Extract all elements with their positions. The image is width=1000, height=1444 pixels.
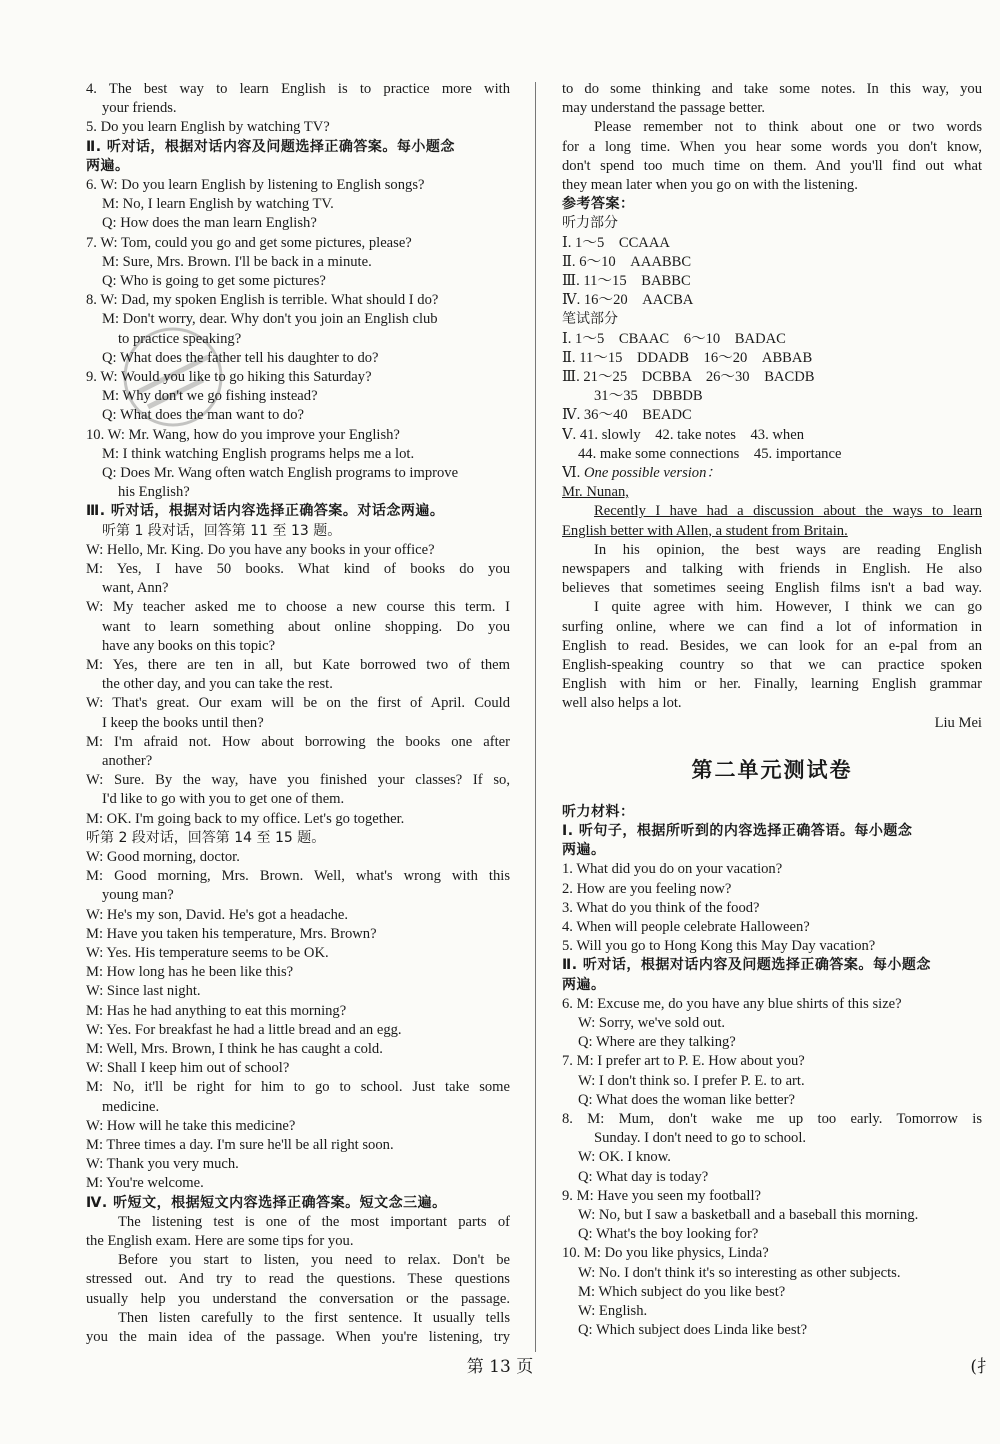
passage-line: usually help you understand the conversation or the passage. (86, 1290, 510, 1307)
dialogue-line: M: Well, Mrs. Brown, I think he has caught a cold. (86, 1041, 383, 1058)
dialogue-line: medicine. (102, 1098, 160, 1115)
section-heading: Ⅳ. 听短文，根据短文内容选择正确答案。短文念三遍。 (86, 1194, 447, 1211)
text-line: 4. The best way to learn English is to practice more with (86, 81, 510, 97)
dialogue-line: want to learn something about online shopping. Do you (102, 618, 510, 635)
instruction-line: 听第 2 段对话，回答第 14 至 15 题。 (86, 829, 326, 846)
dialogue-line: W: No. I don't think it's so interesting as other subjects. (578, 1264, 901, 1281)
dialogue-line: M: Good morning, Mrs. Brown. Well, what's wrong with this (86, 868, 510, 885)
dialogue-line: W: Good morning, doctor. (86, 849, 240, 865)
essay-line: believes that sometimes seeing English films isn't a bad way. (562, 580, 982, 597)
dialogue-line: 6. W: Do you learn English by listening to English songs? (86, 177, 425, 193)
dialogue-line: W: How will he take this medicine? (86, 1117, 296, 1134)
answer-line: Ⅲ. 21～25 DCBBA 26～30 BACDB (562, 368, 815, 385)
essay-line: English better with Allen, a student from Britain. (562, 522, 848, 539)
written-heading: 笔试部分 (562, 311, 618, 328)
dialogue-line: Q: Where are they talking? (578, 1034, 736, 1051)
dialogue-line: Q: Does Mr. Wang often watch English programs to improve (102, 465, 459, 482)
answer-line: Ⅰ. 1～5 CBAAC 6～10 BADAC (562, 330, 786, 347)
dialogue-line: Q: What does the father tell his daughter to do? (102, 349, 379, 366)
dialogue-line: W: Hello, Mr. King. Do you have any books in your office? (86, 541, 435, 558)
dialogue-line: to practice speaking? (118, 330, 242, 347)
answer-line: Ⅰ. 1～5 CCAAA (562, 234, 670, 251)
dialogue-line: Q: What does the man want to do? (102, 407, 304, 424)
answer-line: 31～35 DBBDB (594, 388, 703, 405)
page-number: 第 13 页 (466, 1357, 534, 1377)
dialogue-line: want, Ann? (102, 580, 169, 597)
dialogue-line: Q: What day is today? (578, 1168, 709, 1185)
section-heading: 两遍。 (562, 842, 606, 859)
answer-line: Ⅳ. 16～20 AACBA (562, 292, 694, 309)
essay-line: well also helps a lot. (562, 695, 682, 712)
dialogue-line: M: No, it'll be right for him to go to school. Just take some (86, 1079, 510, 1096)
passage-line: Please remember not to think about one or two words (594, 119, 982, 136)
passage-line: they mean later when you go on with the listening. (562, 176, 858, 193)
essay-line: English with him or her. Finally, learning English grammar (562, 676, 982, 693)
dialogue-line: Q: What's the boy looking for? (578, 1226, 759, 1243)
dialogue-line: 9. W: Would you like to go hiking this Saturday? (86, 369, 372, 386)
passage-line: The listening test is one of the most important parts of (118, 1213, 510, 1230)
dialogue-line: M: Sure, Mrs. Brown. I'll be back in a minute. (102, 253, 372, 270)
passage-line: to do some thinking and take some notes. In this way, you (562, 81, 982, 97)
dialogue-line: W: No, but I saw a basketball and a baseball this morning. (578, 1206, 919, 1223)
section-heading: 两遍。 (86, 157, 130, 174)
section-heading: Ⅱ. 听对话，根据对话内容及问题选择正确答案。每小题念 (86, 138, 455, 155)
dialogue-line: M: Why don't we go fishing instead? (102, 388, 318, 405)
unit-title: 第二单元测试卷 (691, 757, 853, 782)
answer-line: Ⅱ. 6～10 AAABBC (562, 253, 692, 270)
passage-line: for a long time. When you hear some words you don't know, (562, 138, 982, 155)
version-prefix: Ⅵ. (562, 465, 584, 481)
dialogue-line: 6. M: Excuse me, do you have any blue shirts of this size? (562, 995, 902, 1012)
dialogue-line: 8. W: Dad, my spoken English is terrible. What should I do? (86, 292, 439, 309)
dialogue-line: Q: Who is going to get some pictures? (102, 273, 326, 290)
dialogue-line: M: I think watching English programs helps me a lot. (102, 445, 415, 462)
question-line: 3. What do you think of the food? (562, 899, 760, 916)
passage-line: don't spend too much time on them. And you'll find out what (562, 157, 982, 174)
section-heading: 听力材料： (562, 803, 635, 820)
passage-line: Before you start to listen, you need to relax. Don't be (118, 1252, 510, 1269)
dialogue-line: 10. M: Do you like physics, Linda? (562, 1245, 769, 1262)
version-label: One possible version： (583, 465, 721, 481)
dialogue-line: M: I'm afraid not. How about borrowing the books one after (86, 733, 510, 750)
dialogue-line: W: Shall I keep him out of school? (86, 1060, 290, 1077)
version-line (562, 464, 982, 483)
essay-line: I quite agree with him. However, I think we can go (594, 599, 982, 616)
dialogue-line: 10. W: Mr. Wang, how do you improve your English? (86, 426, 400, 443)
essay-line: Recently I have had a discussion about the ways to learn (594, 503, 982, 520)
dialogue-line: 7. M: I prefer art to P. E. How about you? (562, 1053, 805, 1070)
dialogue-line: W: Sorry, we've sold out. (578, 1014, 726, 1031)
column-divider (535, 82, 536, 1352)
passage-line: stressed out. And try to read the questions. These questions (86, 1271, 510, 1288)
dialogue-line: 7. W: Tom, could you go and get some pictures, please? (86, 234, 412, 251)
answer-line: Ⅱ. 11～15 DDADB 16～20 ABBAB (562, 349, 813, 366)
question-line: 5. Will you go to Hong Kong this May Day vacation? (562, 938, 876, 955)
essay-line: surfing online, where we can find a lot of information in (562, 618, 982, 635)
dialogue-line: 9. M: Have you seen my football? (562, 1187, 761, 1204)
dialogue-line: I'd like to go with you to get one of them. (102, 791, 345, 808)
question-line: 2. How are you feeling now? (562, 880, 732, 897)
dialogue-line: M: Have you taken his temperature, Mrs. Brown? (86, 925, 377, 942)
dialogue-line: I keep the books until then? (102, 714, 264, 731)
answer-line: 44. make some connections 45. importance (578, 445, 842, 462)
answer-line: Ⅲ. 11～15 BABBC (562, 272, 691, 289)
dialogue-line: W: Sure. By the way, have you finished your classes? If so, (86, 772, 510, 789)
dialogue-line: W: I don't think so. I prefer P. E. to art. (578, 1072, 805, 1089)
dialogue-line: W: My teacher asked me to choose a new course this term. I (86, 599, 510, 616)
section-heading: Ⅰ. 听句子，根据所听到的内容选择正确答语。每小题念 (562, 822, 913, 839)
listening-heading: 听力部分 (562, 215, 618, 232)
dialogue-line: M: No, I learn English by watching TV. (102, 196, 334, 213)
passage-line: Then listen carefully to the first sentence. It usually tells (118, 1309, 510, 1326)
question-line: 1. What did you do on your vacation? (562, 861, 783, 878)
dialogue-line: 8. M: Mum, don't wake me up too early. Tomorrow is (562, 1110, 982, 1127)
dialogue-line: M: Don't worry, dear. Why don't you join an English club (102, 311, 438, 328)
dialogue-line: M: Yes, I have 50 books. What kind of books do you (86, 561, 510, 578)
essay-line: English to read. Besides, we can look for an e-pal from an (562, 637, 982, 654)
dialogue-line: W: Since last night. (86, 983, 201, 1000)
section-heading: Ⅲ. 听对话，根据对话内容选择正确答案。对话念两遍。 (86, 503, 445, 520)
answer-line: Ⅳ. 36～40 BEADC (562, 407, 692, 424)
dialogue-line: M: Which subject do you like best? (578, 1283, 786, 1300)
dialogue-line: Q: Which subject does Linda like best? (578, 1322, 808, 1339)
dialogue-line: have any books on this topic? (102, 637, 276, 654)
page-footer (0, 1352, 1000, 1376)
dialogue-line: W: Yes. His temperature seems to be OK. (86, 945, 329, 961)
dialogue-line: Q: What does the woman like better? (578, 1091, 795, 1108)
dialogue-line: his English? (118, 484, 190, 501)
dialogue-line: W: OK. I know. (578, 1149, 671, 1166)
dialogue-line: W: Thank you very much. (86, 1156, 239, 1173)
left-column (86, 80, 510, 1347)
dialogue-line: M: How long has he been like this? (86, 964, 294, 981)
dialogue-line: M: Has he had anything to eat this morning? (86, 1002, 347, 1019)
dialogue-line: W: He's my son, David. He's got a headache. (86, 906, 349, 923)
dialogue-line: W: That's great. Our exam will be on the first of April. Could (86, 695, 510, 712)
answers-heading: 参考答案： (562, 196, 635, 213)
dialogue-line: another? (102, 753, 153, 769)
dialogue-line: M: Three times a day. I'm sure he'll be all right soon. (86, 1137, 394, 1154)
salutation: Mr. Nunan, (562, 484, 629, 501)
essay-line: In his opinion, the best ways are reading English (594, 541, 982, 558)
dialogue-line: M: OK. I'm going back to my office. Let's go together. (86, 810, 405, 827)
dialogue-line: the other day, and you can take the rest. (102, 676, 333, 693)
dialogue-line: W: Yes. For breakfast he had a little bread and an egg. (86, 1021, 402, 1038)
instruction-line: 听第 1 段对话，回答第 11 至 13 题。 (102, 522, 342, 539)
section-heading: 两遍。 (562, 976, 606, 993)
dialogue-line: Sunday. I don't need to go to school. (594, 1130, 807, 1147)
dialogue-line: W: English. (578, 1302, 648, 1319)
essay-line: English-speaking country so that we can practice spoken (562, 656, 982, 673)
section-heading: Ⅱ. 听对话，根据对话内容及问题选择正确答案。每小题念 (562, 957, 931, 974)
question-line: 4. When will people celebrate Halloween? (562, 918, 810, 935)
dialogue-line: M: Yes, there are ten in all, but Kate borrowed two of them (86, 657, 510, 674)
passage-line: the English exam. Here are some tips for you. (86, 1233, 354, 1250)
passage-line: may understand the passage better. (562, 100, 766, 117)
text-line: your friends. (102, 100, 177, 117)
dialogue-line: young man? (102, 887, 174, 904)
passage-line: you the main idea of the passage. When you're listening, try (86, 1328, 510, 1345)
dialogue-line: M: You're welcome. (86, 1175, 204, 1192)
signature: Liu Mei (934, 714, 982, 731)
text-line: 5. Do you learn English by watching TV? (86, 119, 330, 136)
answer-line: Ⅴ. 41. slowly 42. take notes 43. when (562, 426, 804, 443)
essay-line: newspapers and talking with friends in English. He also (562, 560, 982, 577)
dialogue-line: Q: How does the man learn English? (102, 215, 317, 232)
corner-mark: (扌 (970, 1357, 994, 1377)
right-column (562, 80, 982, 1340)
